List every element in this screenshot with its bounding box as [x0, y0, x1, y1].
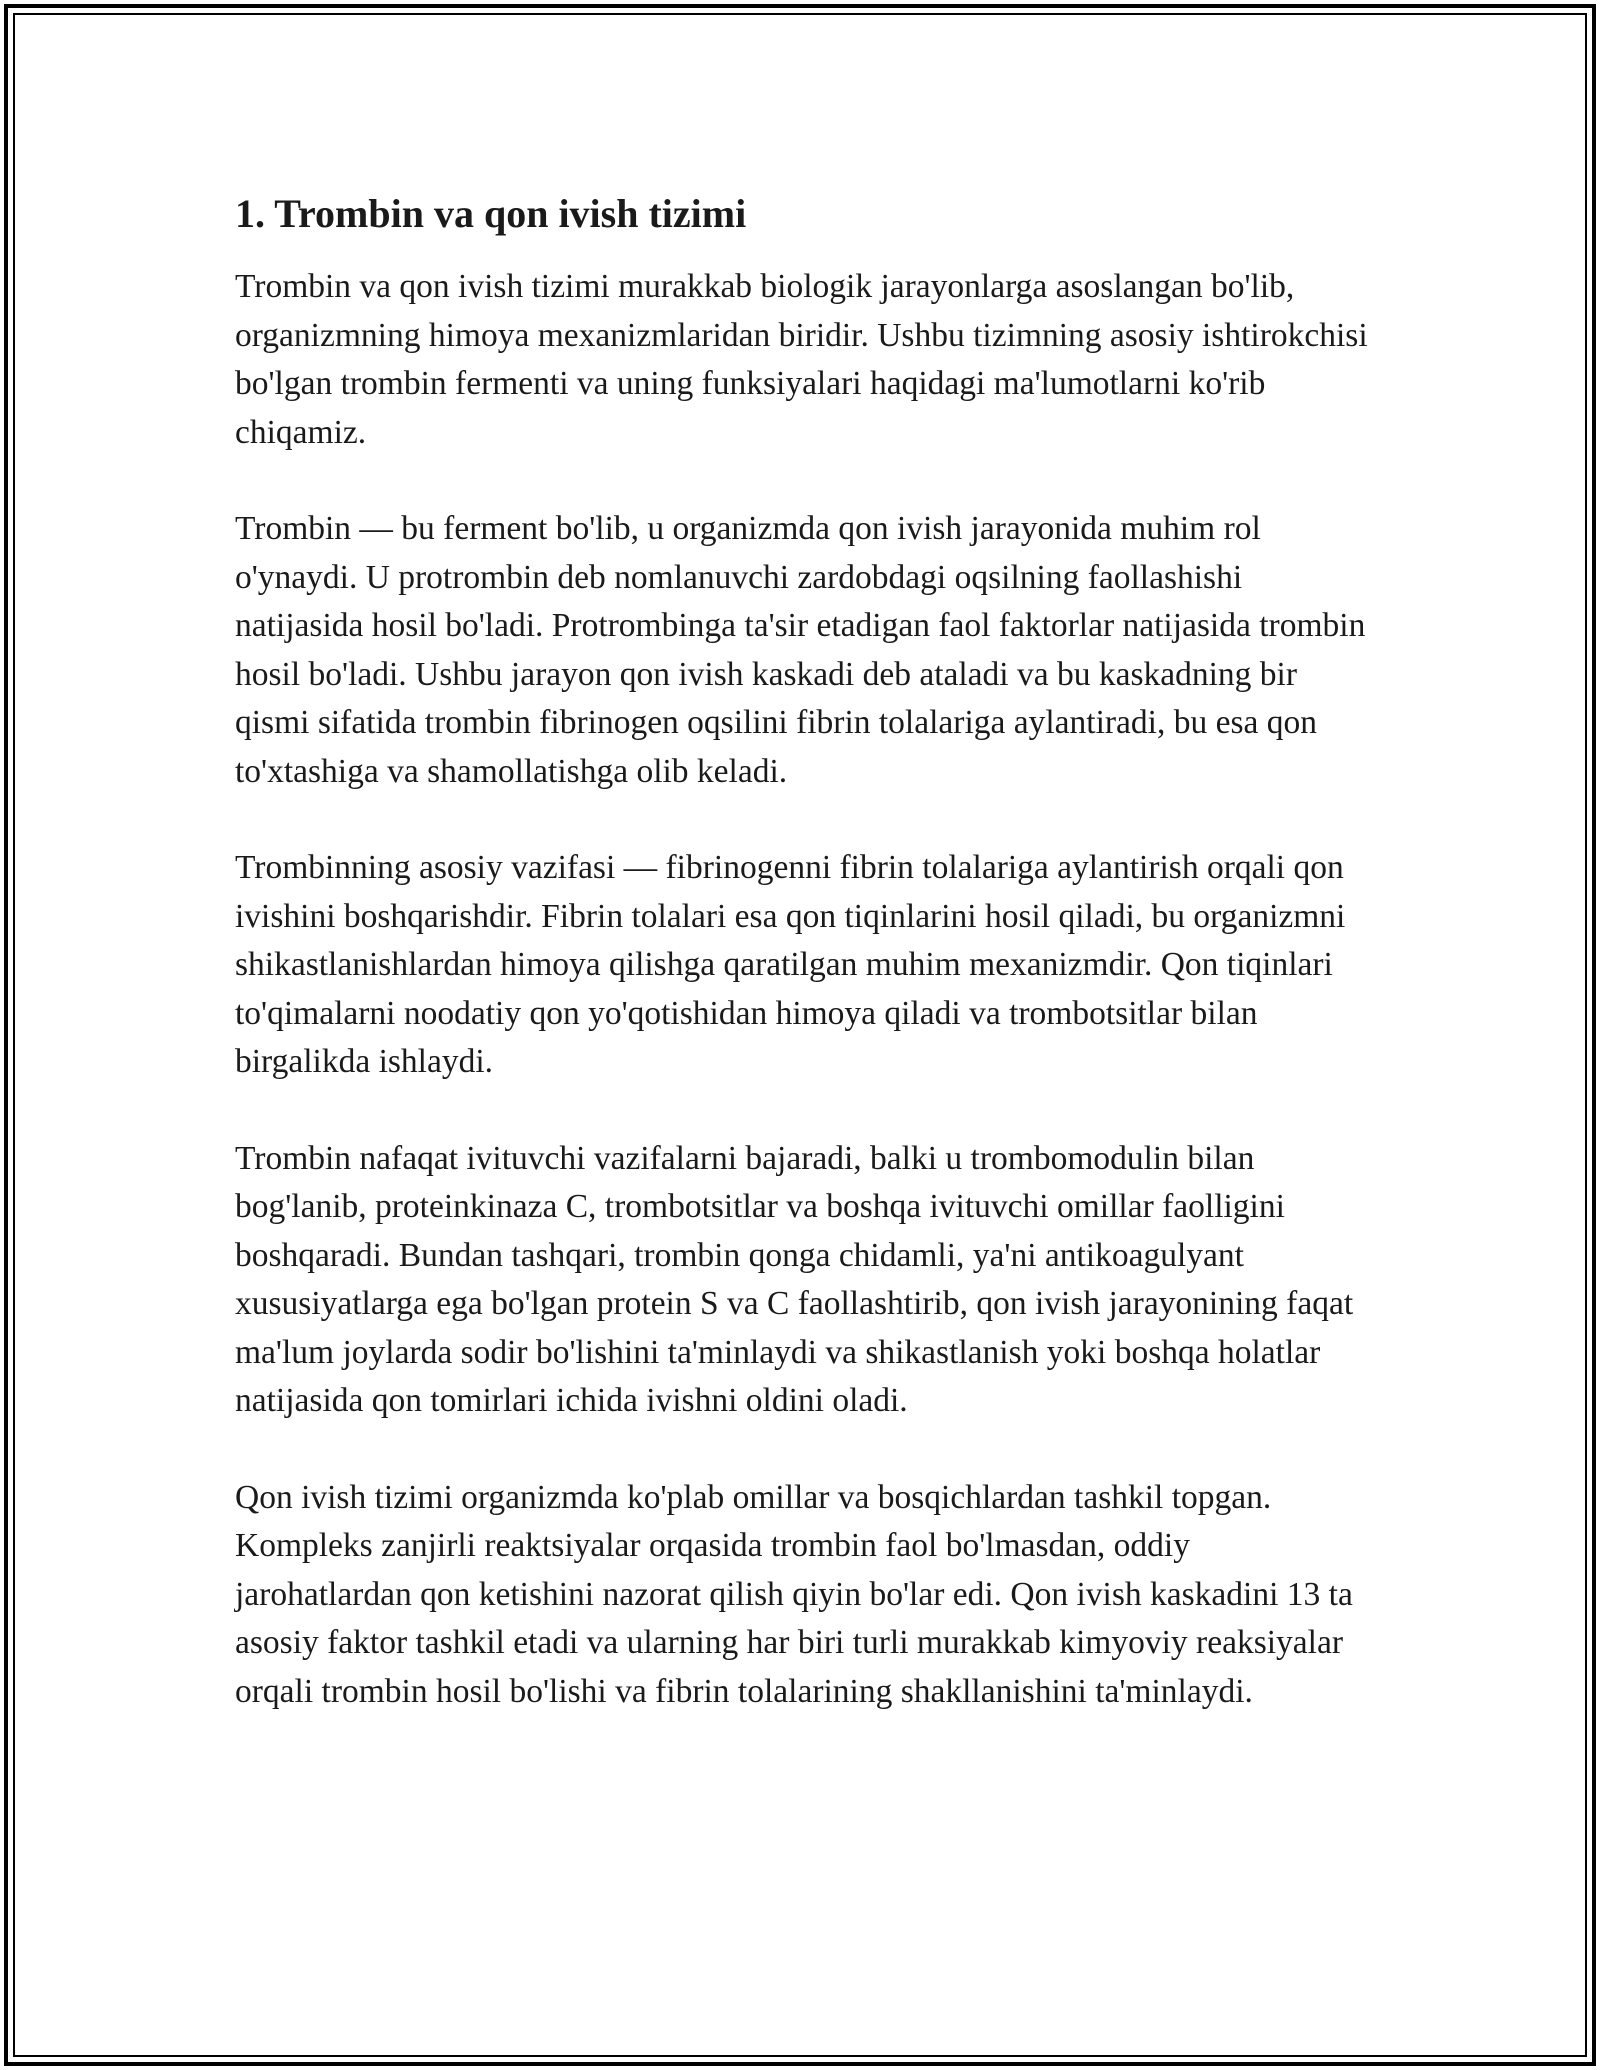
section-heading: 1. Trombin va qon ivish tizimi — [235, 191, 747, 236]
document-body — [235, 185, 1370, 1764]
paragraph-thrombin-definition: Trombin — bu ferment bo'lib, u organizmda qon ivish jarayonida muhim rol o'ynaydi. U protrombin deb nomlanuvchi zardobdagi oqsilning faollashishi natijasida hosil bo'ladi. Protrombinga ta'sir etadigan faol faktorlar natijasida trombin hosil bo'ladi. Ushbu jarayon qon ivish kaskadi deb ataladi va bu kaskadning bir qismi sifatida trombin fibrinogen oqsilini fibrin tolalariga aylantiradi, bu esa qon to'xtashiga va shamollatishga olib keladi. — [235, 510, 1366, 790]
paragraph-thrombin-function: Trombinning asosiy vazifasi — fibrinogenni fibrin tolalariga aylantirish orqali qon ivishini boshqarishdir. Fibrin tolalari esa qon tiqinlarini hosil qiladi, bu organizmni shikastlanishlardan himoya qilishga qaratilgan muhim mexanizmdir. Qon tiqinlari to'qimalarni noodatiy qon yo'qotishidan himoya qiladi va trombotsitlar bilan birgalikda ishlaydi. — [235, 849, 1346, 1080]
paragraph-intro: Trombin va qon ivish tizimi murakkab biologik jarayonlarga asoslangan bo'lib, organizmning himoya mexanizmlaridan biridir. Ushbu tizimning asosiy ishtirokchisi bo'lgan trombin fermenti va uning funksiyalari haqidagi ma'lumotlarni ko'rib chiqamiz. — [235, 268, 1368, 451]
paragraph-thrombin-regulation: Trombin nafaqat ivituvchi vazifalarni bajaradi, balki u trombomodulin bilan bog'lanib, proteinkinaza C, trombotsitlar va boshqa ivituvchi omillar faolligini boshqaradi. Bundan tashqari, trombin qonga chidamli, ya'ni antikoagulyant xususiyatlarga ega bo'lgan protein S va C faollashtirib, qon ivish jarayonining faqat ma'lum joylarda sodir bo'lishini ta'minlaydi va shikastlanish yoki boshqa holatlar natijasida qon tomirlari ichida ivishni oldini oladi. — [235, 1139, 1354, 1419]
paragraph-coagulation-cascade: Qon ivish tizimi organizmda ko'plab omillar va bosqichlardan tashkil topgan. Kompleks zanjirli reaktsiyalar orqasida trombin faol bo'lmasdan, oddiy jarohatlardan qon ketishini nazorat qilish qiyin bo'lar edi. Qon ivish kaskadini 13 ta asosiy faktor tashkil etadi va ularning har biri turli murakkab kimyoviy reaksiyalar orqali trombin hosil bo'lishi va fibrin tolalarining shakllanishini ta'minlaydi. — [235, 1478, 1353, 1710]
